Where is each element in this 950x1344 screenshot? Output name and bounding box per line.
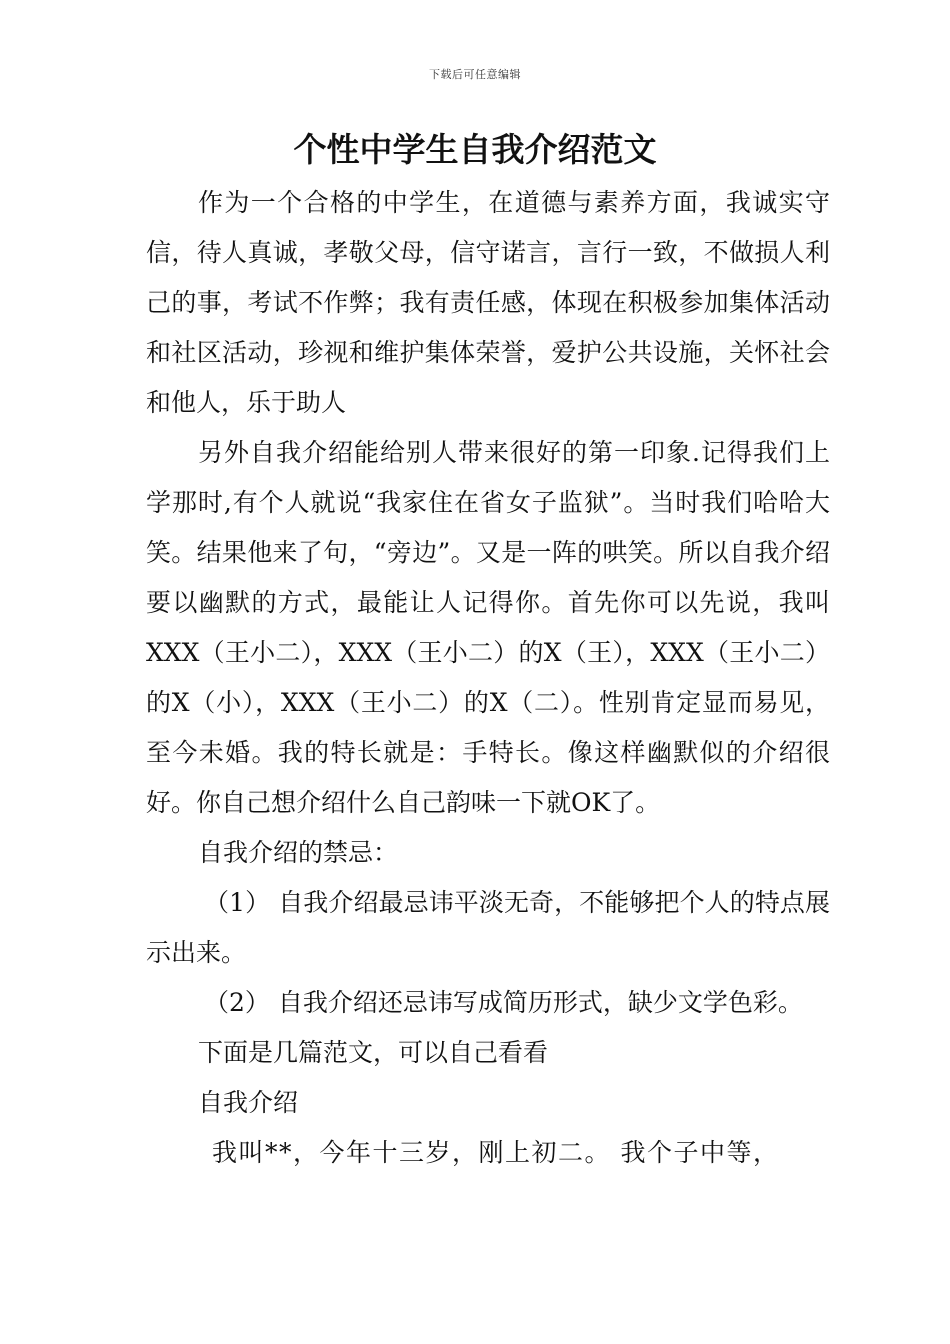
paragraph-taboos-heading: 自我介绍的禁忌： [198,838,399,867]
paragraph-taboo-2: （2） 自我介绍还忌讳写成简历形式，缺少文学色彩。 [204,988,803,1017]
header-note: 下载后可任意编辑 [429,68,521,81]
paragraph-sample-text: 我叫**，今年十三岁，刚上初二。 我个子中等， [212,1138,780,1167]
document-title: 个性中学生自我介绍范文 [293,130,657,169]
paragraph-sample-heading: 自我介绍 [198,1088,299,1117]
paragraph-samples-intro: 下面是几篇范文，可以自己看看 [198,1038,549,1067]
document-body [146,178,830,1178]
paragraph-humor: 另外自我介绍能给别人带来很好的第一印象.记得我们上学那时,有个人就说“我家住在省女子监狱”。当时我们哈哈大笑。结果他来了句，“旁边”。又是一阵的哄笑。所以自我介绍要以幽默的方式，最能让人记得你。首先你可以先说，我叫XXX（王小二），XXX（王小二）的X（王），XXX（王小二）的X（小），XXX（王小二）的X（二）。性别肯定显而易见，至今未婚。我的特长就是：手特长。像这样幽默似的介绍很好。你自己想介绍什么自己韵味一下就OK了。 [146,438,830,817]
paragraph-character: 作为一个合格的中学生，在道德与素养方面，我诚实守信，待人真诚，孝敬父母，信守诺言，言行一致，不做损人利己的事，考试不作弊；我有责任感，体现在积极参加集体活动和社区活动，珍视和维护集体荣誉，爱护公共设施，关怀社会和他人，乐于助人 [146,188,830,417]
paragraph-taboo-1: （1） 自我介绍最忌讳平淡无奇，不能够把个人的特点展示出来。 [146,888,830,967]
